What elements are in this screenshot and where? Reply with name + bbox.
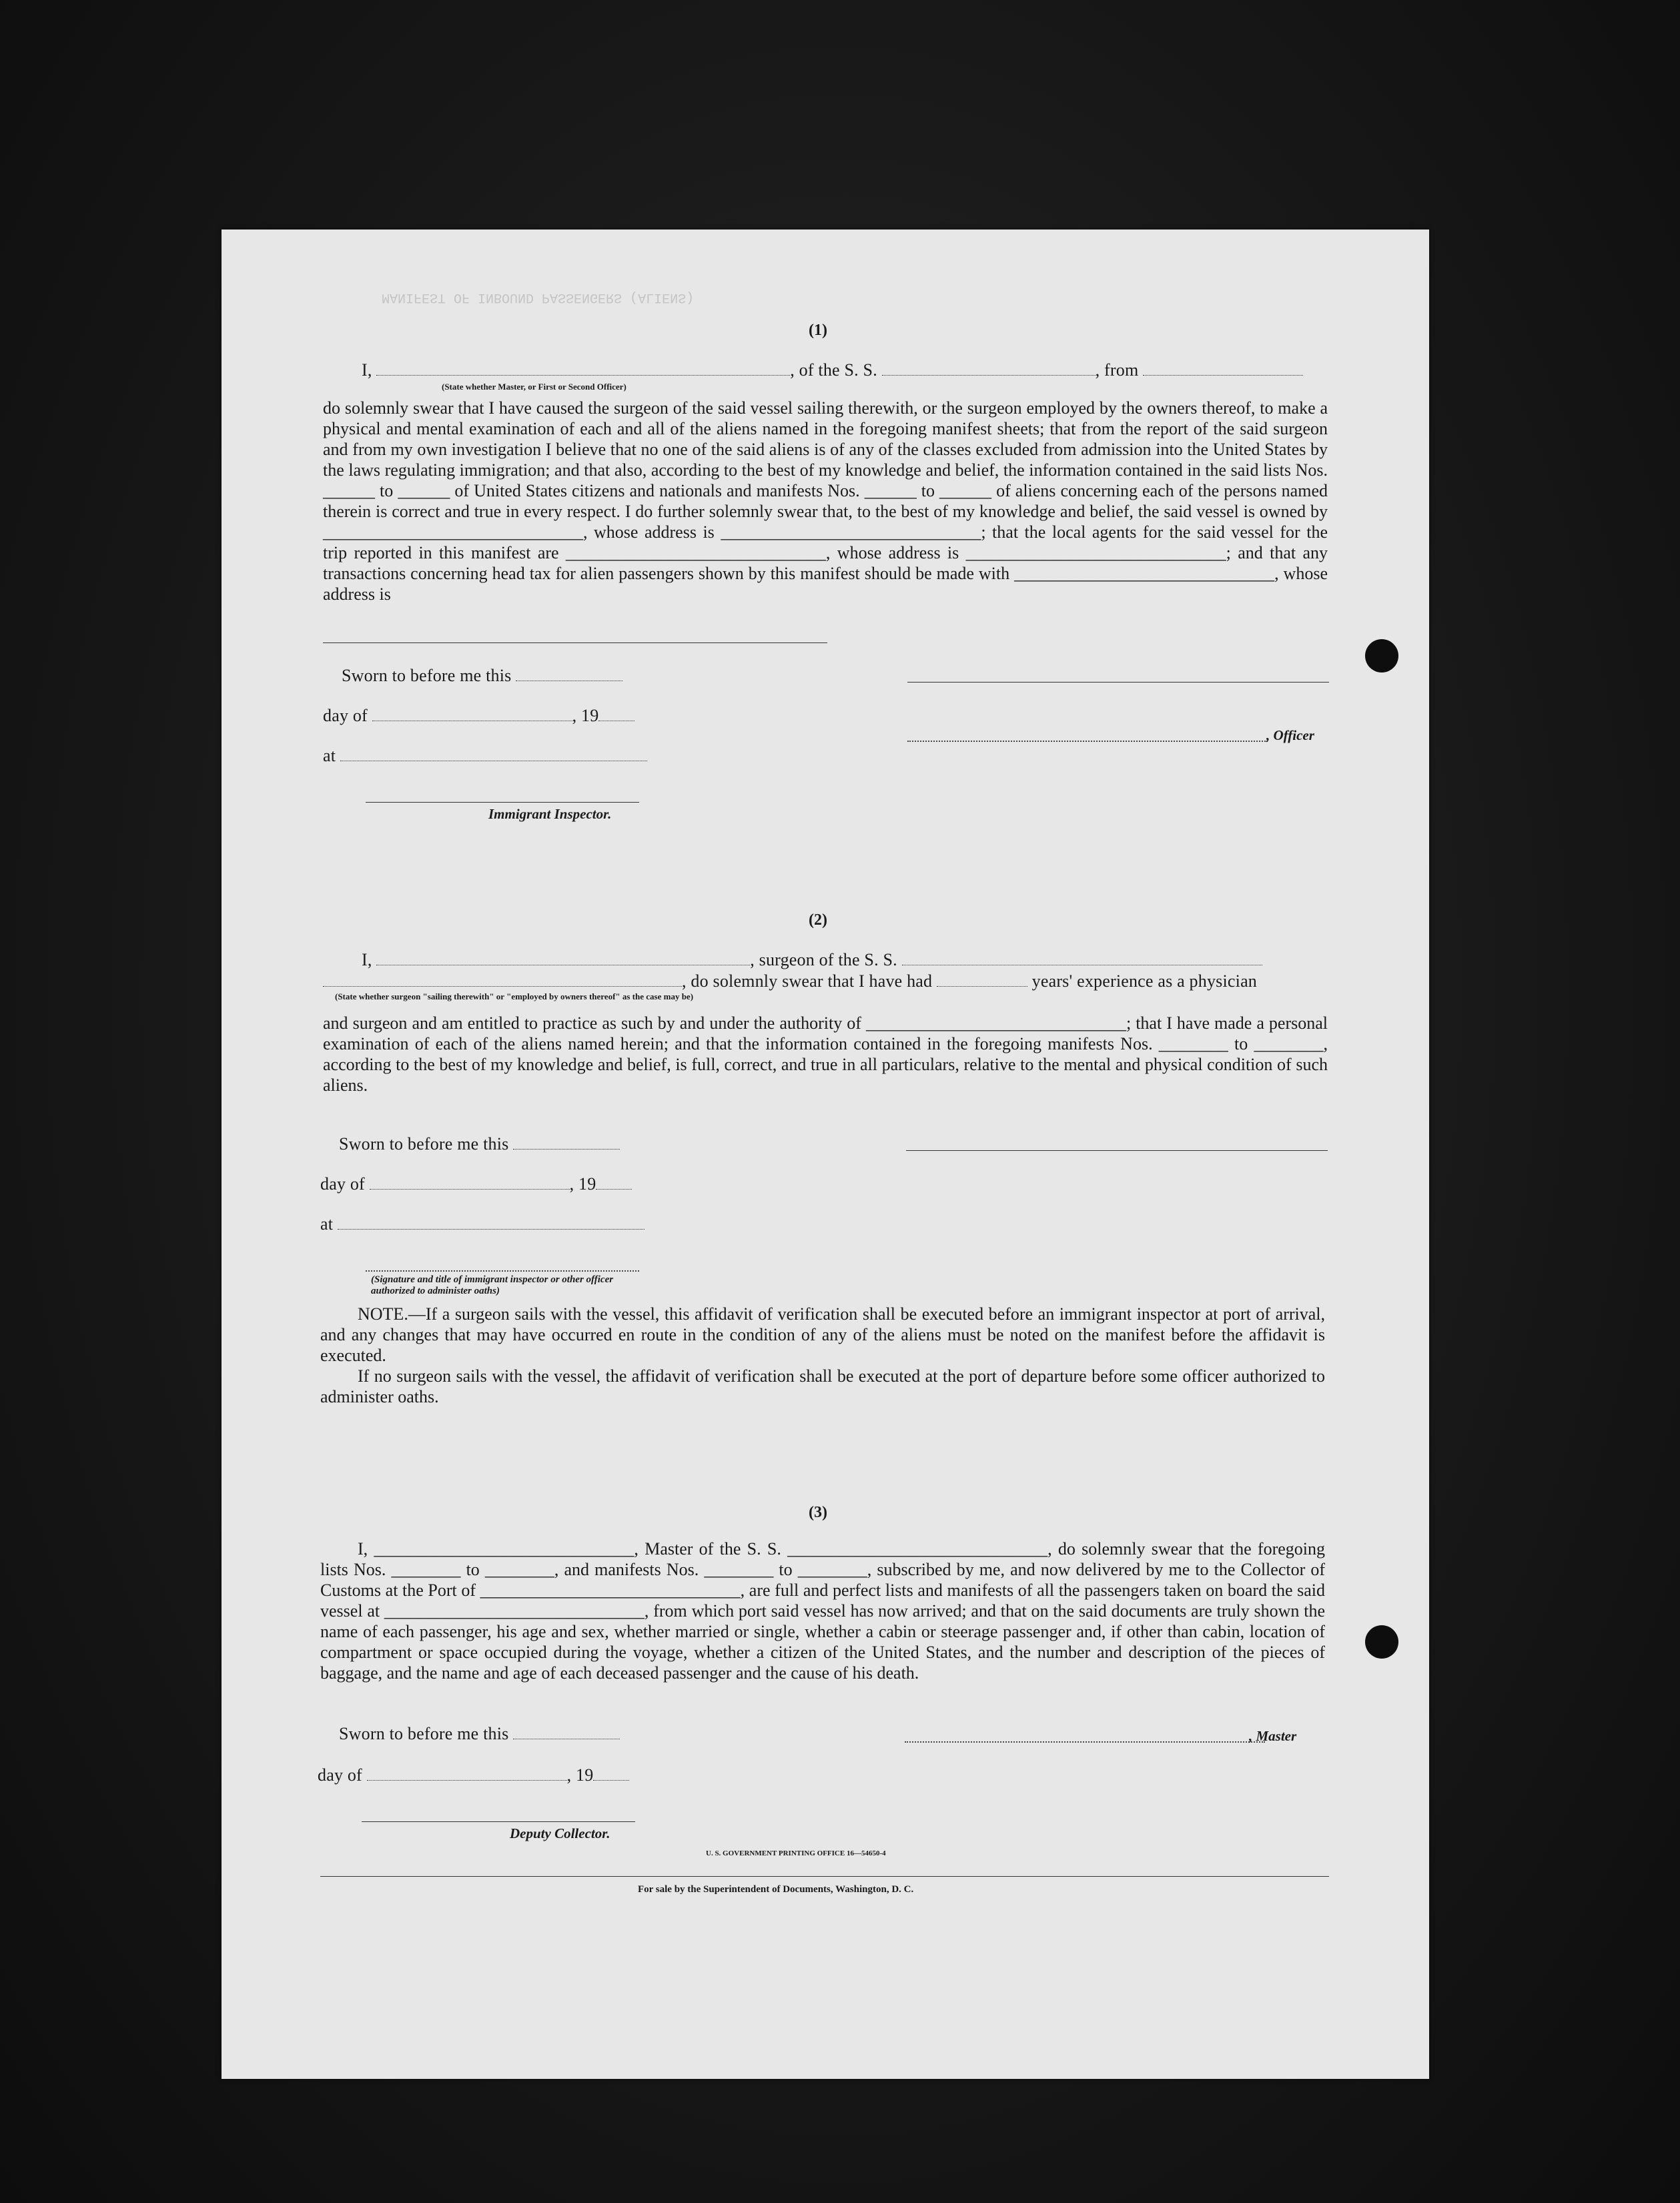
- surgeon-of-ss: , surgeon of the S. S.: [750, 950, 897, 969]
- ship-name-field[interactable]: [882, 362, 1096, 376]
- section-1-day-of: [323, 706, 635, 726]
- footer-rule: [320, 1876, 1329, 1877]
- officer-title-field[interactable]: [376, 362, 790, 376]
- sworn-day-field-3[interactable]: [513, 1725, 620, 1739]
- section-2-body: and surgeon and am entitled to practice as such by and under the authority of ______________________________; that I have made a personal examination of each of the aliens named herein; and that the information contained in the foregoing manifests Nos. ________ to ________, according to the best of my knowledge and belief, is full, correct, and true in all particulars, relative to the mental and physical condition of such aliens.: [323, 1013, 1328, 1095]
- day-of-label: day of: [323, 706, 368, 725]
- punch-hole-bottom: [1365, 1625, 1398, 1659]
- year-prefix-3: , 19: [566, 1765, 594, 1785]
- section-2-line-2: [323, 971, 1257, 991]
- section-2-i: I,: [362, 950, 372, 969]
- surgeon-sig-rule: [906, 1150, 1328, 1151]
- section-3-sworn: [339, 1724, 620, 1744]
- sworn-label: Sworn to before me this: [342, 666, 512, 685]
- month-field[interactable]: [372, 707, 572, 721]
- at-label-2: at: [320, 1214, 334, 1234]
- years-experience-text: years' experience as a physician: [1031, 971, 1258, 991]
- master-sig-rule: [905, 1741, 1265, 1743]
- month-field-3[interactable]: [367, 1767, 567, 1781]
- section-1-i: I,: [362, 360, 372, 380]
- section-1-number: (1): [809, 322, 827, 339]
- section-1-caption: (State whether Master, or First or Second Officer): [442, 382, 626, 392]
- year-field-2[interactable]: [596, 1176, 632, 1190]
- inspector-label: Immigrant Inspector.: [488, 806, 612, 822]
- section-2-caption: (State whether surgeon "sailing therewith" or "employed by owners thereof" as the case may be): [335, 991, 694, 1001]
- year-field[interactable]: [598, 707, 635, 721]
- section-2-day-of: [320, 1174, 632, 1194]
- inspector-sig-rule: [366, 802, 639, 803]
- sworn-label-2: Sworn to before me this: [339, 1134, 509, 1154]
- printing-office: U. S. GOVERNMENT PRINTING OFFICE 16—54650-4: [706, 1849, 886, 1857]
- section-2-number: (2): [809, 911, 827, 929]
- authority-sig-rule: [366, 1270, 639, 1272]
- year-field-3[interactable]: [593, 1767, 629, 1781]
- section-2-line-1: [362, 950, 1262, 970]
- manifest-page: [222, 230, 1429, 2079]
- officer-name-rule: [907, 682, 1329, 683]
- section-1-of-ss: , of the S. S.: [790, 360, 877, 380]
- note-2: If no surgeon sails with the vessel, the affidavit of verification shall be executed at the port of departure before some officer authorized to administer oaths.: [320, 1366, 1325, 1406]
- officer-sig-rule: [907, 741, 1268, 742]
- years-field[interactable]: [937, 973, 1027, 987]
- sworn-day-field-2[interactable]: [513, 1136, 620, 1150]
- sworn-label-3: Sworn to before me this: [339, 1724, 509, 1743]
- surgeon-name-field[interactable]: [376, 951, 750, 965]
- at-place-field[interactable]: [340, 747, 647, 761]
- section-1-sworn: [342, 666, 622, 686]
- day-of-label-2: day of: [320, 1174, 365, 1194]
- at-place-field-2[interactable]: [338, 1216, 645, 1230]
- deputy-label: Deputy Collector.: [510, 1825, 610, 1841]
- at-label: at: [323, 746, 336, 765]
- day-of-label-3: day of: [318, 1765, 362, 1785]
- section-2-sworn: [339, 1134, 620, 1154]
- section-1-from: , from: [1095, 360, 1139, 380]
- surgeon-status-field[interactable]: [323, 973, 682, 987]
- section-1-line-1: [362, 360, 1303, 380]
- section-3-day-of: [318, 1765, 629, 1785]
- section-3-number: (3): [809, 1504, 827, 1521]
- section-2-at: [320, 1214, 645, 1234]
- punch-hole-top: [1365, 639, 1398, 673]
- section-1-at: [323, 746, 647, 766]
- section-1-body: do solemnly swear that I have caused the surgeon of the said vessel sailing therewith, or the surgeon employed by the owners thereof, to make a physical and mental examination of each and all of the aliens named in the foregoing manifest sheets; that from the report of the said surgeon and from my own investigation I believe that no one of the said aliens is of any of the classes excluded from admission into the United States by the laws regulating immigration; and that also, according to the best of my knowledge and belief, the information contained in the said lists Nos. ______ to ______ of United States citizens and nationals and manifests Nos. ______ to ______ of aliens concerning each of the persons named therein is correct and true in every respect. I do further solemnly swear that, to the best of my knowledge and belief, the said vessel is owned by ______________________________, whose address is ______________________________; that the local agents for the said vessel for the trip reported in this manifest are ______________________________, whose address is ______________________________; and that any transactions concerning head tax for alien passengers shown by this manifest should be made with ______________________________, whose address is: [323, 398, 1328, 604]
- sworn-day-field[interactable]: [516, 667, 622, 681]
- officer-label: , Officer: [1266, 727, 1314, 743]
- section-1-address-rule: [323, 642, 827, 643]
- year-prefix-2: , 19: [569, 1174, 596, 1194]
- deputy-sig-rule: [362, 1821, 635, 1822]
- year-prefix: , 19: [572, 706, 599, 725]
- section-3-body: I, ______________________________, Master of the S. S. ______________________________, do solemnly swear that the foregoing lists Nos. ________ to ________, and manifests Nos. ________ to ________, subscribed by me, and now delivered by me to the Collector of Customs at the Port of ______________________________, are full and perfect lists and manifests of all the passengers taken on board the said vessel at ______________________________, from which port said vessel has now arrived; and that on the said documents are truly shown the name of each passenger, his age and sex, whether married or single, whether a cabin or steerage passenger and, if other than cabin, location of compartment or space occupied during the voyage, whether a citizen of the United States, and the number and description of the pieces of baggage, and the name and age of each deceased passenger and the cause of his death.: [320, 1539, 1325, 1683]
- sale-notice: For sale by the Superintendent of Documents, Washington, D. C.: [638, 1884, 914, 1895]
- month-field-2[interactable]: [370, 1176, 570, 1190]
- bleed-through-text: MANIFEST OF INBOUND PASSENGERS (ALIENS): [382, 290, 695, 305]
- master-label: , Master: [1249, 1728, 1297, 1744]
- note-1: NOTE.—If a surgeon sails with the vessel, this affidavit of verification shall be executed before an immigrant inspector at port of arrival, and any changes that may have occurred en route in the condition of any of the aliens must be noted on the manifest before the affidavit is executed.: [320, 1304, 1325, 1365]
- surgeon-ship-field[interactable]: [902, 951, 1262, 965]
- authority-caption: (Signature and title of immigrant inspector or other officer authorized to administer oaths): [371, 1274, 614, 1296]
- surgeon-swear-text: , do solemnly swear that I have had: [682, 971, 933, 991]
- from-port-field[interactable]: [1143, 362, 1303, 376]
